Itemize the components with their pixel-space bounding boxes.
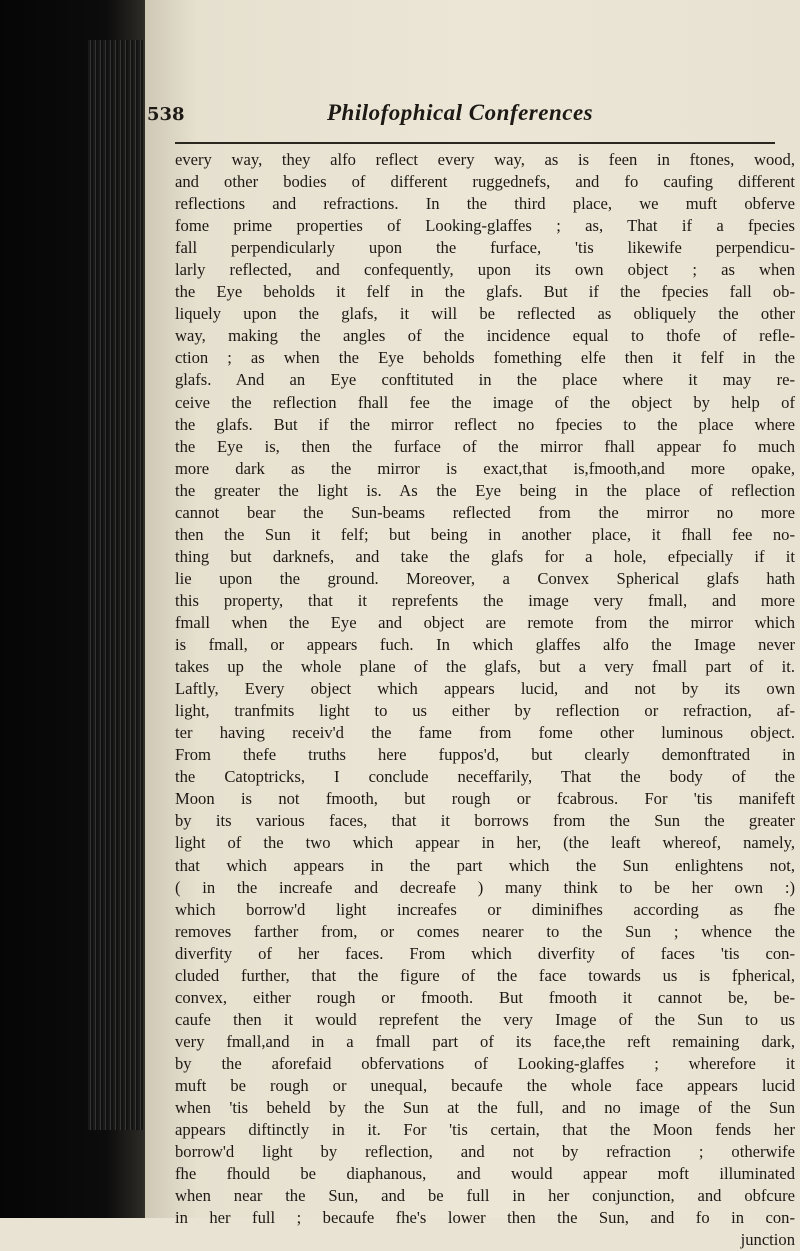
text-line: From thefe truths here fuppos'd, but clearly demonftrated in: [175, 745, 795, 765]
text-line: cluded further, that the figure of the face towards us is fpherical,: [175, 965, 795, 985]
text-line: diverfity of her faces. From which diverfity of faces 'tis con-: [175, 943, 795, 963]
text-line: then the Sun it felf; but being in another place, it fhall fee no-: [175, 524, 795, 544]
text-line: when 'tis beheld by the Sun at the full, and no image of the Sun: [175, 1098, 795, 1118]
text-line: fome prime properties of Looking-glaffes ; as, That if a fpecies: [175, 216, 795, 236]
text-line: reflections and refractions. In the third place, we muft obferve: [175, 194, 795, 214]
text-line: convex, either rough or fmooth. But fmooth it cannot be, be-: [175, 987, 795, 1007]
text-line: the Eye beholds it felf in the glafs. But if the fpecies fall ob-: [175, 282, 795, 302]
text-line: appears diftinctly in it. For 'tis certain, that the Moon fends her: [175, 1120, 795, 1140]
page-header: [145, 100, 800, 148]
text-line: glafs. And an Eye conftituted in the place where it may re-: [175, 370, 795, 390]
text-line: caufe then it would reprefent the very Image of the Sun to us: [175, 1009, 795, 1029]
text-line: the Eye is, then the furface of the mirror fhall appear fo much: [175, 436, 795, 456]
page-number: 538: [147, 104, 185, 125]
running-title: Philofophical Conferences: [327, 100, 594, 125]
text-line: and other bodies of different ruggednefs, and fo caufing different: [175, 172, 795, 192]
text-line: the glafs. But if the mirror reflect no fpecies to the place where: [175, 414, 795, 434]
text-line: by the aforefaid obfervations of Looking-glaffes ; wherefore it: [175, 1053, 795, 1073]
text-line: Moon is not fmooth, but rough or fcabrous. For 'tis manifeft: [175, 789, 795, 809]
text-line: takes up the whole plane of the glafs, but a very fmall part of it.: [175, 657, 795, 677]
text-line: in her full ; becaufe fhe's lower then the Sun, and fo in con-: [175, 1208, 795, 1228]
text-line: thing but darknefs, and take the glafs for a hole, efpecially if it: [175, 546, 795, 566]
text-line: ter having receiv'd the fame from fome other luminous object.: [175, 723, 795, 743]
text-line: which borrow'd light increafes or diminifhes according as fhe: [175, 899, 795, 919]
text-line: the Catoptricks, I conclude neceffarily, That the body of the: [175, 767, 795, 787]
text-line: Laftly, Every object which appears lucid, and not by its own: [175, 679, 795, 699]
text-line: the greater the light is. As the Eye being in the place of reflection: [175, 480, 795, 500]
text-line: when near the Sun, and be full in her conjunction, and obfcure: [175, 1186, 795, 1206]
text-line: lie upon the ground. Moreover, a Convex Spherical glafs hath: [175, 568, 795, 588]
text-line: ceive the reflection fhall fee the image of the object by help of: [175, 392, 795, 412]
text-line: very fmall,and in a fmall part of its face,the reft remaining dark,: [175, 1031, 795, 1051]
text-line: liquely upon the glafs, it will be reflected as obliquely the other: [175, 304, 795, 324]
text-line: light of the two which appear in her, (the leaft whereof, namely,: [175, 833, 795, 853]
text-line: borrow'd light by reflection, and not by refraction ; otherwife: [175, 1142, 795, 1162]
binding-edge: [88, 40, 143, 1130]
text-line: muft be rough or unequal, becaufe the whole face appears lucid: [175, 1075, 795, 1095]
text-line: larly reflected, and confequently, upon its own object ; as when: [175, 260, 795, 280]
text-line: is fmall, or appears fuch. In which glaffes alfo the Image never: [175, 635, 795, 655]
text-line: removes farther from, or comes nearer to the Sun ; whence the: [175, 921, 795, 941]
header-rule: [175, 142, 775, 144]
text-line: fhe fhould be diaphanous, and would appear moft illuminated: [175, 1164, 795, 1184]
text-line: fmall when the Eye and object are remote from the mirror which: [175, 612, 795, 632]
text-line: light, tranfmits light to us either by reflection or refraction, af-: [175, 701, 795, 721]
text-line: every way, they alfo reflect every way, as is feen in ftones, wood,: [175, 150, 795, 169]
text-line: more dark as the mirror is exact,that is,fmooth,and more opake,: [175, 458, 795, 478]
text-line: cannot bear the Sun-beams reflected from the mirror no more: [175, 502, 795, 522]
text-line: way, making the angles of the incidence equal to thofe of refle-: [175, 326, 795, 346]
text-line: junction: [740, 1230, 795, 1250]
text-line: fall perpendicularly upon the furface, 'tis likewife perpendicu-: [175, 238, 795, 258]
text-line: ction ; as when the Eye beholds fomething elfe then it felf in the: [175, 348, 795, 368]
text-line: ( in the increafe and decreafe ) many think to be her own :): [175, 877, 795, 897]
text-line: that which appears in the part which the Sun enlightens not,: [175, 855, 795, 875]
body-text: [175, 149, 795, 1251]
text-line: by its various faces, that it borrows from the Sun the greater: [175, 811, 795, 831]
text-line: this property, that it reprefents the image very fmall, and more: [175, 590, 795, 610]
